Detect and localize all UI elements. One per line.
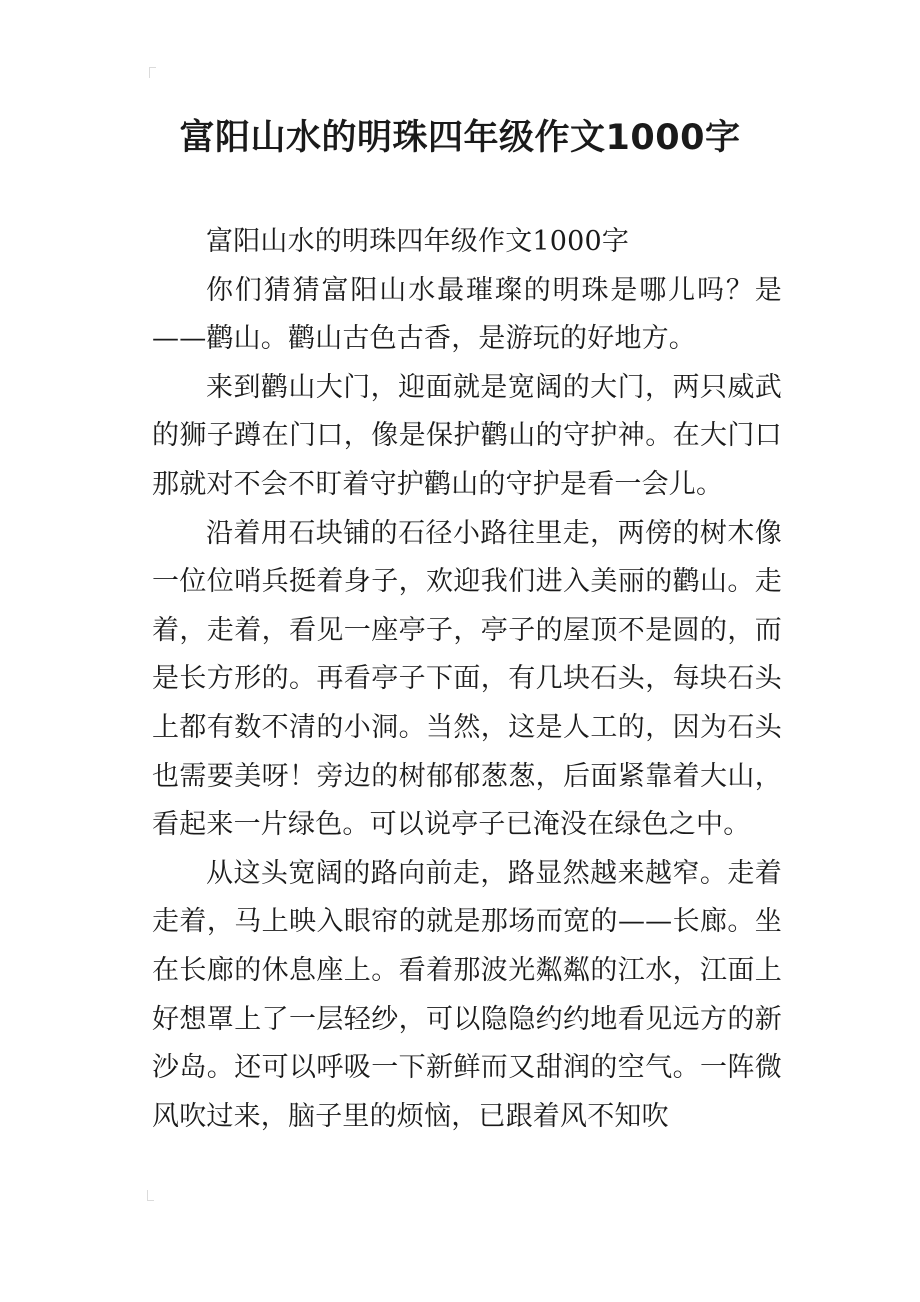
paragraph: 沿着用石块铺的石径小路往里走，两傍的树木像一位位哨兵挺着身子，欢迎我们进入美丽的鹳山。走着，走着，看见一座亭子，亭子的屋顶不是圆的，而是长方形的。再看亭子下面，有几块石头，每块石头上都有数不清的小洞。当然，这是人工的，因为石头也需要美呀！旁边的树郁郁葱葱，后面紧靠着大山，看起来一片绿色。可以说亭子已淹没在绿色之中。 (152, 517, 782, 841)
document-title: 富阳山水的明珠四年级作文1000字 (179, 118, 741, 158)
paragraph-subtitle: 富阳山水的明珠四年级作文1000字 (206, 226, 630, 257)
document-body (152, 218, 782, 1141)
paragraph: 来到鹳山大门，迎面就是宽阔的大门，两只威武的狮子蹲在门口，像是保护鹳山的守护神。在大门口那就对不会不盯着守护鹳山的守护是看一会儿。 (152, 371, 782, 500)
crop-mark-top (149, 67, 156, 78)
crop-mark-bottom (147, 1190, 154, 1201)
paragraph: 你们猜猜富阳山水最璀璨的明珠是哪儿吗？是——鹳山。鹳山古色古香，是游玩的好地方。 (152, 274, 782, 355)
paragraph: 从这头宽阔的路向前走，路显然越来越窄。走着走着，马上映入眼帘的就是那场而宽的——长廊。坐在长廊的休息座上。看着那波光粼粼的江水，江面上好想罩上了一层轻纱，可以隐隐约约地看见远方的新沙岛。还可以呼吸一下新鲜而又甜润的空气。一阵微风吹过来，脑子里的烦恼，已跟着风不知吹 (152, 857, 782, 1132)
